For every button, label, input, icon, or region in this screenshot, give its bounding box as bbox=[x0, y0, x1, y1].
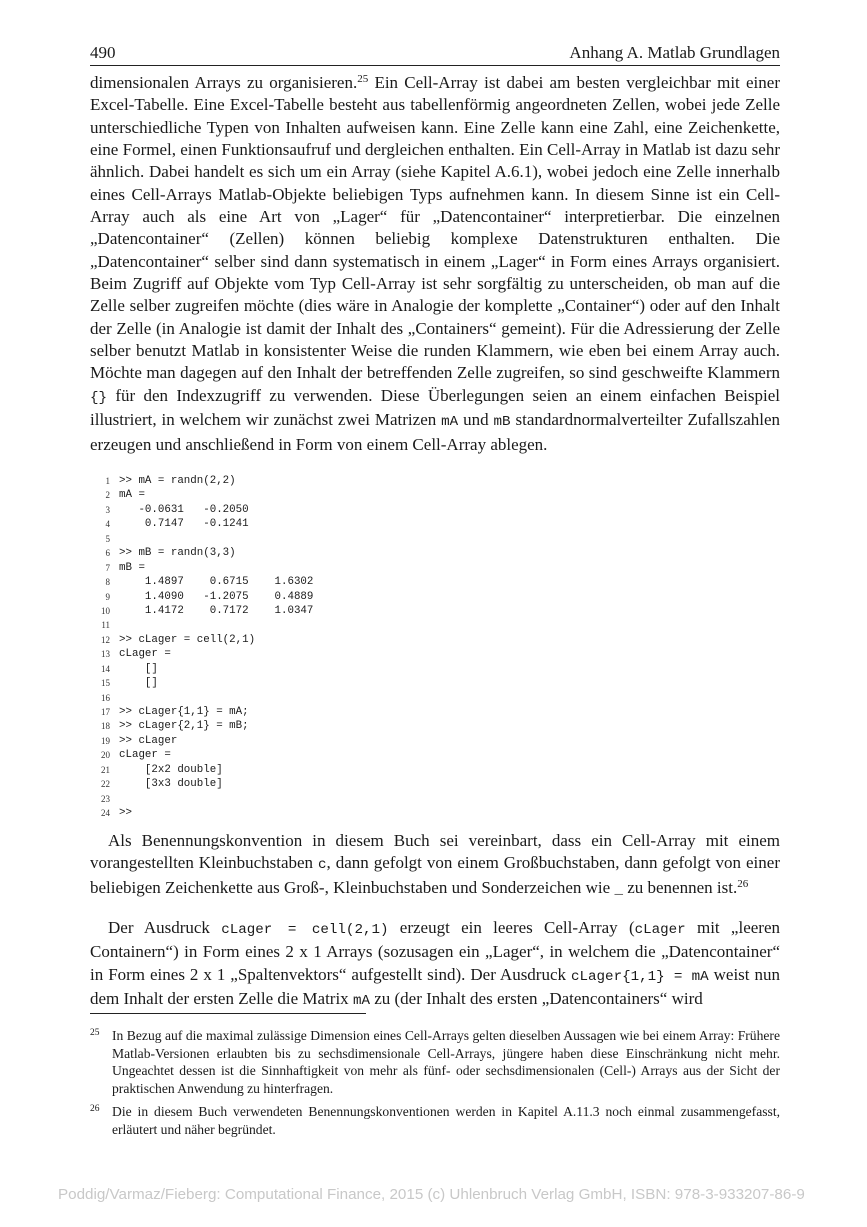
code-line bbox=[90, 792, 490, 806]
page-number: 490 bbox=[90, 43, 116, 62]
code-line bbox=[90, 604, 490, 618]
code-text: [2x2 double] bbox=[119, 763, 223, 776]
inline-code: cLager{1,1} = mA bbox=[571, 968, 709, 985]
running-title: Anhang A. Matlab Grundlagen bbox=[569, 43, 780, 62]
inline-code: {} bbox=[90, 389, 108, 406]
code-text: >> mA = randn(2,2) bbox=[119, 475, 236, 487]
code-text: [] bbox=[119, 677, 158, 690]
code-line bbox=[90, 590, 490, 604]
code-text: >> cLager = cell(2,1) bbox=[119, 633, 256, 646]
footnote-text: Die in diesem Buch verwendeten Benennungskonventionen werden in Kapitel A.11.3 noch einmal zusammengefasst, erläutert und näher begründet. bbox=[112, 1104, 780, 1137]
line-number: 12 bbox=[101, 634, 110, 645]
footnote-text: In Bezug auf die maximal zulässige Dimension eines Cell-Arrays gelten dieselben Aussagen wie bei einem Array: Frühere Matlab-Versionen erlaubten bis zu sechsdimensionale Cell-Arrays, jüngere haben diese Einschränkung nicht mehr. Ungeachtet dessen ist die Sinnhaftigkeit von mehr als fünf- oder sechsdimensionalen (Cell-) Arrays aus der Sicht der praktischen Anwendung zu hinterfragen. bbox=[112, 1028, 780, 1096]
code-line bbox=[90, 777, 490, 791]
code-line bbox=[90, 676, 490, 690]
code-text: mA = bbox=[119, 489, 145, 502]
code-text: 1.4172 0.7172 1.0347 bbox=[119, 604, 314, 617]
page-header bbox=[90, 41, 780, 66]
code-line bbox=[90, 763, 490, 777]
inline-code: mA bbox=[352, 993, 370, 1010]
code-line bbox=[90, 503, 490, 517]
copyright-watermark: Poddig/Varmaz/Fieberg: Computational Finance, 2015 (c) Uhlenbruch Verlag GmbH, ISBN: 978-3-933207-86-9 bbox=[58, 1186, 805, 1203]
line-number: 23 bbox=[101, 793, 110, 804]
line-number: 20 bbox=[101, 750, 110, 761]
inline-code: cLager bbox=[634, 922, 686, 938]
line-number: 17 bbox=[101, 707, 110, 717]
inline-code: _ bbox=[614, 881, 623, 898]
line-number: 21 bbox=[101, 764, 110, 775]
code-line bbox=[90, 691, 490, 705]
code-line bbox=[90, 734, 490, 748]
line-number: 2 bbox=[105, 490, 110, 501]
line-number: 24 bbox=[101, 808, 110, 819]
line-number: 15 bbox=[101, 678, 110, 689]
inline-code: cLager = cell(2,1) bbox=[221, 922, 389, 938]
code-line bbox=[90, 575, 490, 589]
text: dimensionalen Arrays zu organisieren. bbox=[90, 73, 358, 92]
code-text: >> cLager{1,1} = mA; bbox=[119, 706, 249, 718]
code-line bbox=[90, 719, 490, 733]
code-text: cLager = bbox=[119, 749, 171, 762]
footnote-divider bbox=[90, 1013, 366, 1014]
line-number: 18 bbox=[101, 721, 110, 732]
line-number: 22 bbox=[101, 779, 110, 790]
code-line bbox=[90, 517, 490, 531]
code-text: >> mB = randn(3,3) bbox=[119, 547, 236, 560]
code-line bbox=[90, 806, 490, 820]
line-number: 9 bbox=[105, 591, 110, 602]
text: standardnormalverteilter Zufallszahlen erzeugen und anschließend in Form von einem Cell-Array ablegen. bbox=[90, 410, 781, 454]
code-text: >> cLager bbox=[119, 734, 178, 747]
text: mit „leeren Containern“) in Form eines 2 x 1 Arrays (sozusagen ein „Lager“, in welchem die „Datencontainer“ in Form eines 2 x 1 „Spaltenvektors“ aufgestellt sind). Der Ausdruck bbox=[90, 918, 780, 984]
code-line bbox=[90, 488, 490, 502]
code-line bbox=[90, 647, 490, 661]
code-line bbox=[90, 474, 490, 488]
text: Als Benennungskonvention in diesem Buch sei vereinbart, dass ein Cell-Array mit einem vorangestellten Kleinbuchstaben bbox=[90, 831, 780, 873]
code-text: 1.4090 -1.2075 0.4889 bbox=[119, 590, 314, 603]
code-line bbox=[90, 748, 490, 762]
line-number: 16 bbox=[101, 692, 110, 703]
code-line bbox=[90, 633, 490, 647]
line-number: 8 bbox=[105, 577, 110, 588]
code-text: 0.7147 -0.1241 bbox=[119, 518, 249, 531]
code-line bbox=[90, 532, 490, 546]
footnote-26 bbox=[90, 1103, 780, 1138]
line-number: 6 bbox=[105, 548, 110, 559]
code-line bbox=[90, 662, 490, 676]
code-line bbox=[90, 546, 490, 560]
text: Der Ausdruck bbox=[108, 918, 222, 937]
line-number: 13 bbox=[101, 649, 110, 660]
footnote-number: 26 bbox=[90, 1104, 100, 1114]
code-text: >> bbox=[119, 807, 132, 820]
code-listing bbox=[90, 474, 490, 821]
paragraph-expression-explanation bbox=[90, 917, 780, 1012]
footnote-number: 25 bbox=[90, 1028, 100, 1038]
line-number: 10 bbox=[101, 605, 110, 616]
inline-code: mA bbox=[441, 414, 459, 431]
inline-code: c bbox=[318, 857, 327, 874]
line-number: 1 bbox=[105, 476, 110, 486]
text: zu (der Inhalt des ersten „Datencontainers“ wird bbox=[369, 989, 703, 1009]
text: erzeugt ein leeres Cell-Array ( bbox=[388, 918, 635, 937]
code-text: mB = bbox=[119, 561, 145, 574]
text: , dann gefolgt von einem Großbuchstaben, dann gefolgt von einer beliebigen Zeichenkette aus Groß-, Kleinbuchstaben und Sonderzeichen wie bbox=[90, 853, 780, 897]
line-number: 11 bbox=[101, 620, 110, 631]
code-line bbox=[90, 561, 490, 575]
code-text: [] bbox=[119, 662, 158, 675]
code-text: [3x3 double] bbox=[119, 778, 223, 791]
paragraph-cell-array-intro bbox=[90, 72, 780, 456]
line-number: 3 bbox=[105, 504, 110, 515]
code-text: -0.0631 -0.2050 bbox=[119, 503, 249, 516]
line-number: 7 bbox=[105, 562, 110, 573]
paragraph-naming-convention bbox=[90, 830, 780, 901]
text: zu benennen ist. bbox=[622, 877, 738, 897]
line-number: 19 bbox=[101, 735, 110, 746]
code-text: 1.4897 0.6715 1.6302 bbox=[119, 576, 314, 589]
text: und bbox=[458, 410, 494, 430]
code-line bbox=[90, 618, 490, 632]
footnote-ref-25[interactable]: 25 bbox=[357, 73, 369, 85]
text: für den Indexzugriff zu verwenden. Diese Überlegungen seien an einem einfachen Beispiel illustriert, in welchem wir zunächst zwei Matrizen bbox=[90, 385, 780, 430]
code-text: cLager = bbox=[119, 648, 171, 661]
line-number: 4 bbox=[105, 519, 110, 530]
footnote-ref-26[interactable]: 26 bbox=[737, 877, 749, 890]
code-text: >> cLager{2,1} = mB; bbox=[119, 720, 249, 733]
line-number: 5 bbox=[105, 533, 110, 544]
text: weist nun dem Inhalt der ersten Zelle die Matrix bbox=[90, 964, 780, 1009]
inline-code: mB bbox=[493, 414, 511, 431]
code-line bbox=[90, 705, 490, 719]
footnote-25 bbox=[90, 1027, 780, 1097]
text: Ein Cell-Array ist dabei am besten vergleichbar mit einer Excel-Tabelle. Eine Excel-Tabelle besteht aus tabellenförmig angeordneten Zellen, wobei jede Zelle unterschiedliche Typen von Inhalten aufweisen kann. Eine Zelle kann eine Zahl, eine Zeichenkette, eine Formel, einen Funktionsaufruf und dergleichen enthalten. Ein Cell-Array in Matlab ist dazu sehr ähnlich. Dabei handelt es sich um ein Array (siehe Kapitel A.6.1), wobei jedoch eine Zelle innerhalb eines Cell-Arrays Matlab-Objekte beliebigen Typs aufnehmen kann. In diesem Sinne ist ein Cell-Array auch als eine Art von „Lager“ für „Datencontainer“ interpretierbar. Die einzelnen „Datencontainer“ (Zellen) können beliebig komplexe Datenstrukturen enthalten. Die „Datencontainer“ selber sind dann systematisch in einem „Lager“ in Form eines Arrays organisiert. Beim Zugriff auf Objekte vom Typ Cell-Array ist sehr sorgfältig zu unterscheiden, ob man auf die Zelle selber zugreifen möchte (dies wäre in Analogie der komplette „Container“) oder auf den Inhalt der Zelle (in Analogie ist damit der Inhalt des „Containers“ gemeint). Für die Adressierung der Zelle selber benutzt Matlab in konsistenter Weise die runden Klammern, wie eben bei einem Array auch. Möchte man dagegen auf den Inhalt der betreffenden Zelle zugreifen, so sind geschweifte Klammern bbox=[90, 73, 780, 383]
line-number: 14 bbox=[101, 663, 110, 674]
